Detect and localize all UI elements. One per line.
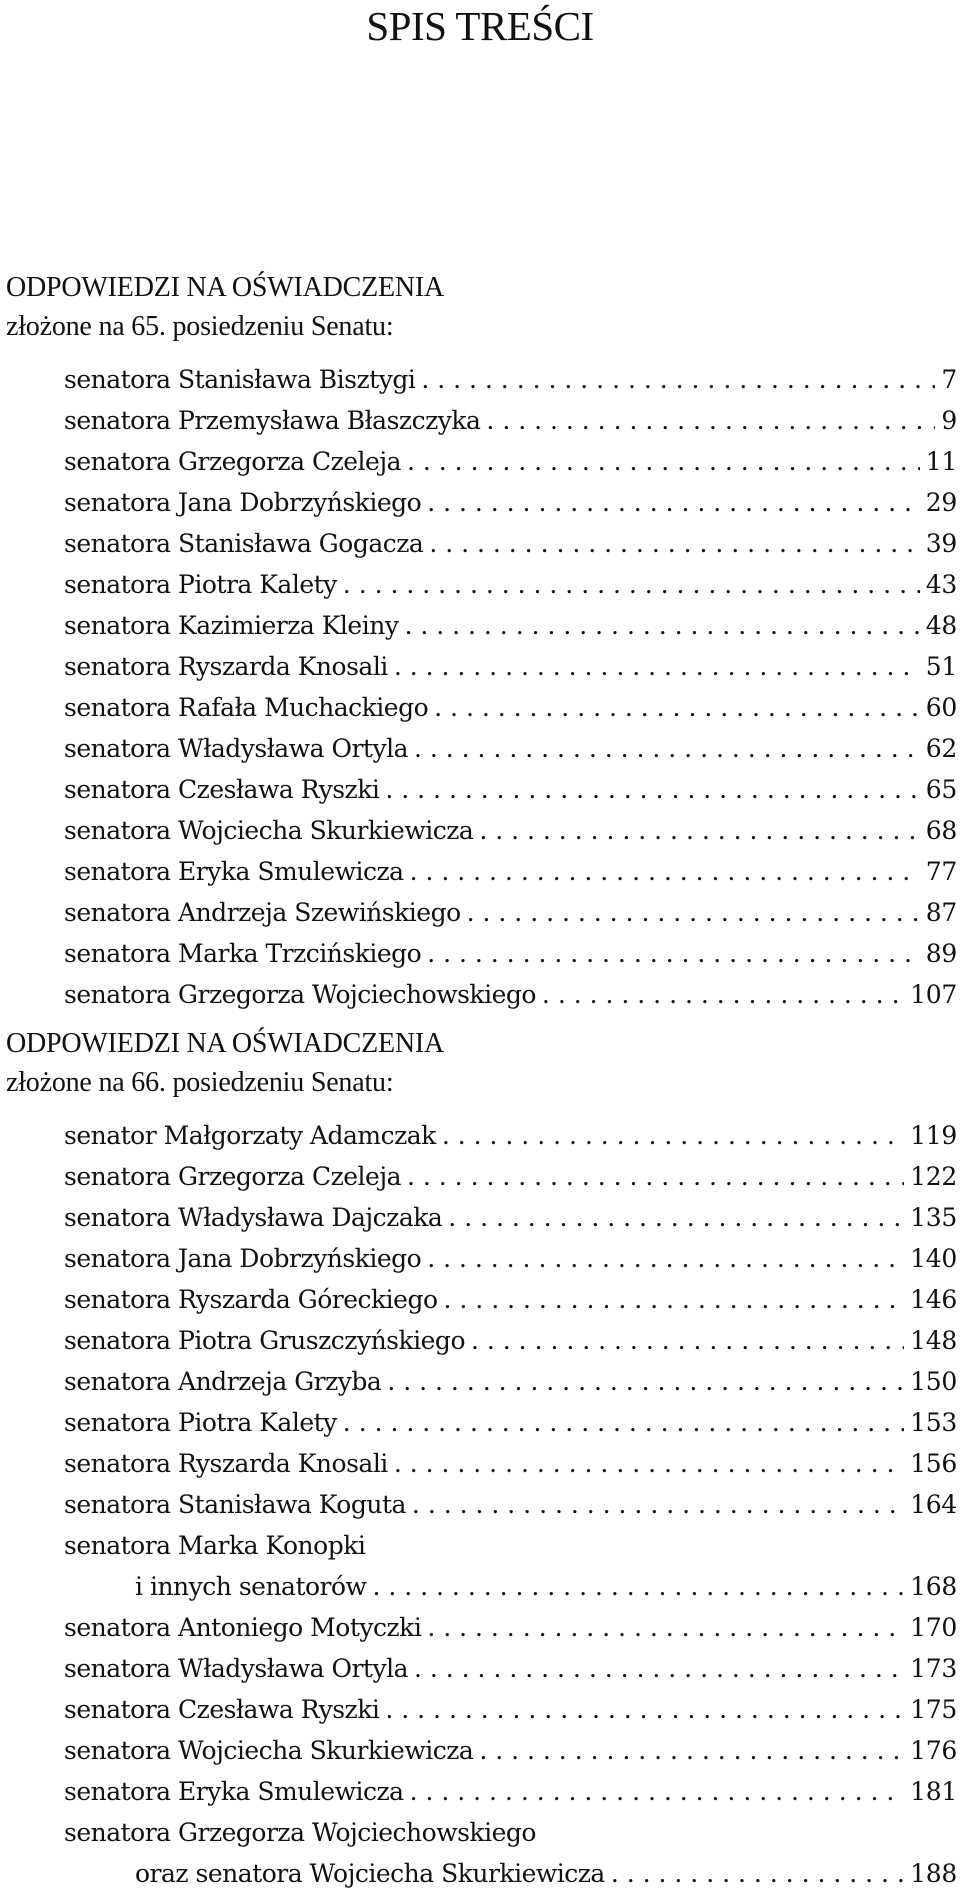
toc-entry-label: senatora Kazimierza Kleiny: [64, 611, 399, 640]
toc-entry-label: senatora Ryszarda Góreckiego: [64, 1285, 438, 1314]
toc-entry-label-continuation: i innych senatorów: [135, 1572, 367, 1601]
toc-entry-label: senatora Andrzeja Szewińskiego: [64, 898, 461, 927]
toc-entry[interactable]: [0, 441, 960, 482]
toc-entry-page: 107: [910, 980, 957, 1009]
toc-entry-label: senatora Jana Dobrzyńskiego: [64, 1244, 422, 1273]
toc-entry-label: senatora Władysława Ortyla: [64, 734, 408, 763]
toc-entry[interactable]: [0, 769, 960, 810]
toc-entry-page: 156: [910, 1449, 957, 1478]
toc-entry-page: 150: [910, 1367, 957, 1396]
dot-leader: [407, 1156, 904, 1197]
toc-entry[interactable]: [0, 646, 960, 687]
dot-leader: [479, 1730, 904, 1771]
dot-leader: [394, 646, 920, 687]
dot-leader: [444, 1279, 905, 1320]
page-title: SPIS TREŚCI: [366, 3, 594, 49]
toc-entry-label: senatora Marka Trzcińskiego: [64, 939, 422, 968]
toc-entry-label: senatora Rafała Muchackiego: [64, 693, 429, 722]
toc-entry-page: 164: [910, 1490, 957, 1519]
section-heading-line2: złożone na 66. posiedzeniu Senatu:: [6, 1067, 394, 1098]
toc-entry[interactable]: [0, 482, 960, 523]
toc-entry[interactable]: [0, 1156, 960, 1197]
toc-entry[interactable]: [0, 605, 960, 646]
toc-entry-label: senatora Czesława Ryszki: [64, 1695, 380, 1724]
toc-entry[interactable]: [0, 1607, 960, 1648]
toc-entry-page: 87: [925, 898, 957, 927]
toc-entry-label: senatora Ryszarda Knosali: [64, 1449, 388, 1478]
toc-entry[interactable]: [0, 1279, 960, 1320]
dot-leader: [479, 810, 919, 851]
toc-entry-page: 62: [925, 734, 957, 763]
toc-entry[interactable]: [0, 564, 960, 605]
toc-entry-label: senatora Piotra Kalety: [64, 570, 337, 599]
toc-entry[interactable]: [0, 1115, 960, 1156]
toc-entry-label: senatora Stanisława Bisztygi: [64, 365, 416, 394]
dot-leader: [421, 359, 935, 400]
dot-leader: [407, 441, 920, 482]
toc-entry[interactable]: [0, 1730, 960, 1771]
dot-leader: [394, 1443, 904, 1484]
toc-entry-label: senatora Władysława Ortyla: [64, 1654, 408, 1683]
toc-entry-label: senatora Wojciecha Skurkiewicza: [64, 816, 474, 845]
toc-entry-list: [0, 1115, 960, 1894]
toc-section-65: [0, 268, 960, 1015]
dot-leader: [467, 892, 920, 933]
toc-entry[interactable]: [0, 974, 960, 1015]
toc-entry[interactable]: [0, 1689, 960, 1730]
dot-leader: [385, 769, 919, 810]
section-heading-line2: złożone na 65. posiedzeniu Senatu:: [6, 311, 394, 342]
toc-entry-page: 7: [941, 365, 957, 394]
toc-entry-label: senatora Stanisława Koguta: [64, 1490, 406, 1519]
toc-entry-page: 148: [910, 1326, 957, 1355]
toc-entry-page: 176: [910, 1736, 957, 1765]
toc-entry-label: senatora Wojciecha Skurkiewicza: [64, 1736, 474, 1765]
toc-entry[interactable]: [0, 1238, 960, 1279]
toc-entry[interactable]: [0, 851, 960, 892]
section-heading: [6, 1024, 960, 1102]
toc-entry-page: 173: [910, 1654, 957, 1683]
toc-entry-page: 140: [910, 1244, 957, 1273]
toc-entry[interactable]: [0, 1402, 960, 1443]
toc-entry-page: 68: [925, 816, 957, 845]
toc-section-66: [0, 1024, 960, 1894]
toc-entry[interactable]: [0, 1648, 960, 1689]
toc-entry-page: 135: [910, 1203, 957, 1232]
toc-entry-page: 29: [925, 488, 957, 517]
dot-leader: [387, 1361, 904, 1402]
toc-entry-page: 48: [925, 611, 957, 640]
toc-entry[interactable]: [0, 1197, 960, 1238]
toc-entry[interactable]: [0, 1525, 960, 1607]
toc-entry-label: senatora Grzegorza Wojciechowskiego: [64, 1818, 536, 1847]
toc-entry-label-continuation: oraz senatora Wojciecha Skurkiewicza: [135, 1859, 605, 1888]
toc-entry-label: senatora Antoniego Motyczki: [64, 1613, 422, 1642]
toc-entry-page: 168: [910, 1572, 957, 1601]
toc-entry-label: senatora Grzegorza Wojciechowskiego: [64, 980, 536, 1009]
toc-entry-label: senatora Ryszarda Knosali: [64, 652, 388, 681]
toc-entry[interactable]: [0, 523, 960, 564]
toc-entry-page: 43: [925, 570, 957, 599]
toc-entry-page: 11: [925, 447, 957, 476]
toc-entry-label: senatora Grzegorza Czeleja: [64, 447, 401, 476]
toc-entry-label: senatora Piotra Gruszczyńskiego: [64, 1326, 465, 1355]
toc-entry-page: 77: [925, 857, 957, 886]
toc-entry[interactable]: [0, 728, 960, 769]
toc-entry-page: 153: [910, 1408, 957, 1437]
dot-leader: [343, 1402, 904, 1443]
toc-entry[interactable]: [0, 1484, 960, 1525]
toc-entry-label: senator Małgorzaty Adamczak: [64, 1121, 436, 1150]
toc-entry-label: senatora Piotra Kalety: [64, 1408, 337, 1437]
toc-entry[interactable]: [0, 933, 960, 974]
toc-entry[interactable]: [0, 1320, 960, 1361]
dot-leader: [412, 1484, 904, 1525]
dot-leader: [427, 482, 920, 523]
dot-leader: [442, 1115, 904, 1156]
toc-entry[interactable]: [0, 359, 960, 400]
dot-leader: [372, 1566, 904, 1607]
toc-entry-label: senatora Stanisława Gogacza: [64, 529, 424, 558]
toc-entry[interactable]: [0, 400, 960, 441]
toc-entry-label: senatora Grzegorza Czeleja: [64, 1162, 401, 1191]
toc-entry[interactable]: [0, 1771, 960, 1812]
section-heading-line1: ODPOWIEDZI NA OŚWIADCZENIA: [6, 272, 445, 303]
dot-leader: [343, 564, 920, 605]
dot-leader: [429, 523, 919, 564]
toc-entry-page: 39: [925, 529, 957, 558]
toc-entry[interactable]: [0, 892, 960, 933]
toc-entry-page: 175: [910, 1695, 957, 1724]
toc-entry-page: 51: [925, 652, 957, 681]
dot-leader: [414, 728, 920, 769]
dot-leader: [471, 1320, 904, 1361]
toc-entry-label: senatora Jana Dobrzyńskiego: [64, 488, 422, 517]
toc-entry-label: senatora Marka Konopki: [64, 1531, 366, 1560]
toc-entry-page: 89: [925, 939, 957, 968]
dot-leader: [410, 851, 920, 892]
toc-entry-page: 181: [910, 1777, 957, 1806]
toc-entry-label: senatora Czesława Ryszki: [64, 775, 380, 804]
dot-leader: [427, 1607, 904, 1648]
toc-entry[interactable]: [0, 810, 960, 851]
dot-leader: [611, 1853, 904, 1894]
toc-entry-label: senatora Andrzeja Grzyba: [64, 1367, 382, 1396]
toc-entry-label: senatora Eryka Smulewicza: [64, 857, 404, 886]
toc-entry-page: 60: [925, 693, 957, 722]
dot-leader: [410, 1771, 905, 1812]
dot-leader: [404, 605, 919, 646]
dot-leader: [385, 1689, 904, 1730]
dot-leader: [448, 1197, 904, 1238]
dot-leader: [427, 933, 920, 974]
toc-entry-page: 188: [910, 1859, 957, 1888]
dot-leader: [542, 974, 904, 1015]
toc-entry[interactable]: [0, 1443, 960, 1484]
toc-entry-label: senatora Przemysława Błaszczyka: [64, 406, 481, 435]
toc-entry-page: 9: [941, 406, 957, 435]
section-heading-line1: ODPOWIEDZI NA OŚWIADCZENIA: [6, 1028, 445, 1059]
toc-entry[interactable]: [0, 1812, 960, 1894]
toc-entry-list: [0, 359, 960, 1015]
toc-entry-page: 122: [910, 1162, 957, 1191]
section-heading: [6, 268, 960, 346]
dot-leader: [486, 400, 935, 441]
toc-entry-page: 146: [910, 1285, 957, 1314]
toc-entry-page: 170: [910, 1613, 957, 1642]
toc-entry-page: 65: [925, 775, 957, 804]
toc-entry-label: senatora Eryka Smulewicza: [64, 1777, 404, 1806]
dot-leader: [414, 1648, 904, 1689]
toc-entry-page: 119: [910, 1121, 957, 1150]
dot-leader: [427, 1238, 904, 1279]
dot-leader: [434, 687, 920, 728]
toc-entry[interactable]: [0, 1361, 960, 1402]
toc-entry-label: senatora Władysława Dajczaka: [64, 1203, 443, 1232]
toc-entry[interactable]: [0, 687, 960, 728]
